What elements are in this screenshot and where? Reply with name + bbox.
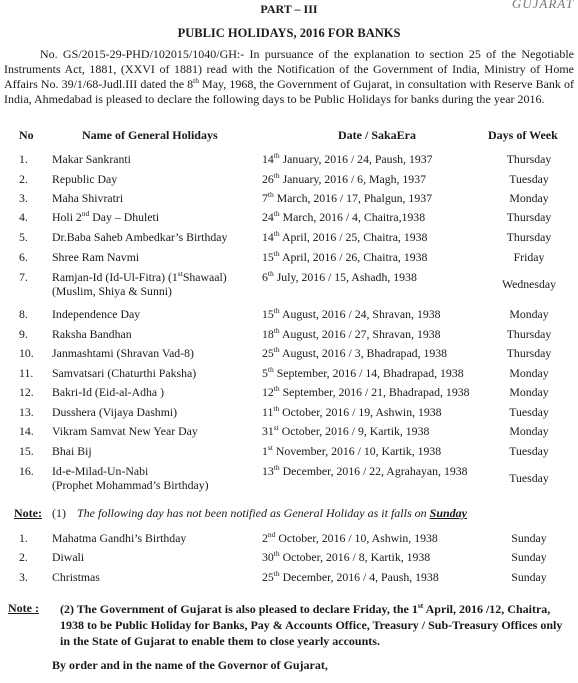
row-number: 7. — [19, 270, 28, 284]
holiday-name-text: Independence Day — [52, 307, 141, 321]
date-sup: nd — [267, 530, 276, 540]
holiday-date — [262, 172, 494, 186]
date-day: 25 — [262, 346, 274, 360]
row-number: 1. — [19, 531, 28, 545]
date-day: 15 — [262, 250, 274, 264]
date-sup: th — [273, 249, 280, 259]
row-number: 14. — [19, 424, 34, 438]
holiday-name-text: Dr.Baba Saheb Ambedkar’s Birthday — [52, 230, 228, 244]
date-day: 30 — [262, 550, 274, 564]
date-rest: September, 2016 / 21, Bhadrapad, 1938 — [279, 385, 470, 399]
day-of-week: Thursday — [506, 210, 552, 224]
row-number: 9. — [19, 327, 28, 341]
holiday-name-text-b: Shawaal) — [182, 270, 227, 284]
date-day: 2 — [262, 531, 268, 545]
day-of-week: Friday — [513, 250, 545, 264]
holiday-name-text: Dusshera (Vijaya Dashmi) — [52, 405, 178, 419]
day-of-week: Thursday — [506, 152, 552, 166]
header-date: Date / SakaEra — [338, 128, 416, 142]
note-one-number: (1) — [52, 506, 66, 520]
date-rest: January, 2016 / 24, Paush, 1937 — [279, 152, 433, 166]
date-sup: th — [273, 326, 280, 336]
date-sup: th — [273, 209, 280, 219]
holiday-name — [52, 191, 262, 205]
holiday-date — [262, 191, 494, 205]
holiday-name-text: Maha Shivratri — [52, 191, 124, 205]
date-day: 13 — [262, 464, 274, 478]
date-day: 18 — [262, 327, 274, 341]
holiday-date — [262, 307, 494, 321]
note-one-body: The following day has not been notified as General Holiday as it falls on — [77, 506, 430, 520]
date-rest: August, 2016 / 3, Bhadrapad, 1938 — [279, 346, 448, 360]
date-rest: April, 2016 / 26, Chaitra, 1938 — [279, 250, 428, 264]
date-rest: July, 2016 / 15, Ashadh, 1938 — [273, 270, 417, 284]
note-one-sunday: Sunday — [429, 506, 468, 520]
day-of-week: Sunday — [511, 531, 547, 545]
day-of-week: Wednesday — [501, 277, 557, 291]
day-of-week: Thursday — [506, 346, 552, 360]
date-day: 12 — [262, 385, 274, 399]
date-sup: th — [273, 229, 280, 239]
holiday-date — [262, 570, 494, 584]
row-number: 8. — [19, 307, 28, 321]
day-of-week: Tuesday — [509, 471, 549, 485]
day-of-week: Tuesday — [509, 405, 549, 419]
intro-sup: th — [193, 76, 199, 85]
holiday-name-text: Id-e-Milad-Un-Nabi — [52, 464, 149, 478]
day-of-week: Monday — [509, 307, 549, 321]
date-day: 31 — [262, 424, 274, 438]
intro-text-b: May, 1968, the Government of Gujarat, in consultation with Reserve Bank of India, Ahmedabad is pleased to declare the following days to be Public Holidays for banks during the year 2016. — [4, 77, 574, 106]
date-rest: October, 2016 / 8, Kartik, 1938 — [279, 550, 431, 564]
date-day: 1 — [262, 444, 268, 458]
row-number: 16. — [19, 464, 34, 478]
holiday-name — [52, 385, 262, 399]
holiday-name-text: Ramjan-Id (Id-Ul-Fitra) (1 — [52, 270, 178, 284]
note-two-sup: st — [417, 601, 424, 610]
holiday-name-text: Diwali — [52, 550, 85, 564]
date-rest: August, 2016 / 24, Shravan, 1938 — [279, 307, 441, 321]
holiday-date — [262, 444, 494, 458]
date-day: 25 — [262, 570, 274, 584]
date-day: 24 — [262, 210, 274, 224]
holiday-name — [52, 405, 262, 419]
row-number: 3. — [19, 570, 28, 584]
header-dow: Days of Week — [488, 128, 558, 142]
stamp-text: GUJARAT — [511, 0, 574, 11]
note-two-text-a: (2) The Government of Gujarat is also pleased to declare Friday, the 1 — [60, 602, 418, 616]
footer-line: By order and in the name of the Governor of Gujarat, — [52, 658, 328, 672]
holiday-name-line2: (Muslim, Shiya & Sunni) — [52, 284, 172, 298]
holiday-date — [262, 230, 494, 244]
date-rest: October, 2016 / 19, Ashwin, 1938 — [279, 405, 442, 419]
intro-text-a: No. GS/2015-29-PHD/102015/1040/GH:- In pursuance of the explanation to section 25 of the Negotiable Instruments Act, 1881, (XXVI of 1881) read with the Notification of the Government of India, Ministry of Home Affairs No. 39/1/68-Judl.III dated the 8 — [4, 47, 574, 91]
note-one-label: Note: — [14, 506, 42, 520]
holiday-name-text: Bhai Bij — [52, 444, 92, 458]
date-sup: th — [273, 345, 280, 355]
date-rest: October, 2016 / 9, Kartik, 1938 — [278, 424, 430, 438]
holiday-name — [52, 346, 262, 360]
holiday-date — [262, 270, 494, 284]
holiday-name — [52, 230, 262, 244]
day-of-week: Tuesday — [509, 444, 549, 458]
date-sup: th — [273, 384, 280, 394]
day-of-week: Thursday — [506, 230, 552, 244]
date-rest: January, 2016 / 6, Magh, 1937 — [279, 172, 426, 186]
holiday-name-line2: (Prophet Mohammad’s Birthday) — [52, 478, 209, 492]
holiday-name-text: Bakri-Id (Eid-al-Adha ) — [52, 385, 165, 399]
holiday-name — [52, 327, 262, 341]
day-of-week: Sunday — [511, 570, 547, 584]
holiday-name — [52, 570, 262, 584]
note-two-text — [60, 601, 570, 649]
date-rest: December, 2016 / 4, Paush, 1938 — [279, 570, 439, 584]
row-number: 2. — [19, 172, 28, 186]
date-sup: th — [267, 190, 274, 200]
date-sup: th — [267, 365, 274, 375]
date-sup: th — [273, 306, 280, 316]
day-of-week: Thursday — [506, 327, 552, 341]
holiday-name-text: Holi 2 — [52, 210, 82, 224]
holiday-name-sup: nd — [81, 209, 90, 219]
holiday-name-text: Vikram Samvat New Year Day — [52, 424, 198, 438]
date-sup: th — [273, 549, 280, 559]
holiday-name-text: Republic Day — [52, 172, 118, 186]
row-number: 1. — [19, 152, 28, 166]
note-two-text-b: April, 2016 /12, Chaitra, 1938 to be Public Holiday for Banks, Pay & Accounts Office, Treasury / Sub-Treasury Offices only in the State of Gujarat to enable them to close yearly accounts. — [60, 602, 563, 648]
holiday-name — [52, 250, 262, 264]
holiday-date — [262, 385, 494, 399]
date-rest: March, 2016 / 4, Chaitra,1938 — [279, 210, 426, 224]
date-sup: th — [273, 463, 280, 473]
holiday-name — [52, 307, 262, 321]
date-sup: st — [267, 443, 273, 453]
holiday-date — [262, 327, 494, 341]
day-of-week: Monday — [509, 385, 549, 399]
page-title: PUBLIC HOLIDAYS, 2016 FOR BANKS — [177, 26, 401, 40]
date-sup: th — [273, 404, 280, 414]
note-one-text — [77, 506, 467, 521]
day-of-week: Monday — [509, 366, 549, 380]
row-number: 13. — [19, 405, 34, 419]
date-rest: April, 2016 / 25, Chaitra, 1938 — [279, 230, 428, 244]
part-heading: PART – III — [260, 2, 318, 16]
date-day: 14 — [262, 152, 274, 166]
row-number: 12. — [19, 385, 34, 399]
row-number: 5. — [19, 230, 28, 244]
holiday-date — [262, 366, 494, 380]
day-of-week: Monday — [509, 424, 549, 438]
row-number: 6. — [19, 250, 28, 264]
date-rest: September, 2016 / 14, Bhadrapad, 1938 — [273, 366, 464, 380]
note-two-label: Note : — [8, 601, 39, 615]
holiday-name — [52, 444, 262, 458]
date-day: 15 — [262, 307, 274, 321]
date-day: 5 — [262, 366, 268, 380]
date-day: 26 — [262, 172, 274, 186]
holiday-name-text: Christmas — [52, 570, 100, 584]
date-rest: October, 2016 / 10, Ashwin, 1938 — [275, 531, 438, 545]
holiday-name-text: Mahatma Gandhi’s Birthday — [52, 531, 187, 545]
date-day: 14 — [262, 230, 274, 244]
holiday-date — [262, 250, 494, 264]
header-no: No — [19, 128, 34, 142]
date-rest: March, 2016 / 17, Phalgun, 1937 — [273, 191, 433, 205]
holiday-date — [262, 424, 494, 438]
holiday-date — [262, 210, 494, 224]
holiday-name-sup: st — [177, 269, 183, 279]
row-number: 11. — [19, 366, 34, 380]
row-number: 3. — [19, 191, 28, 205]
date-rest: November, 2016 / 10, Kartik, 1938 — [272, 444, 442, 458]
holiday-date — [262, 550, 494, 564]
date-rest: August, 2016 / 27, Shravan, 1938 — [279, 327, 441, 341]
holiday-name — [52, 172, 262, 186]
holiday-name-text: Makar Sankranti — [52, 152, 131, 166]
holiday-name — [52, 366, 262, 380]
holiday-name — [52, 531, 262, 545]
holiday-name — [52, 550, 262, 564]
day-of-week: Tuesday — [509, 172, 549, 186]
row-number: 4. — [19, 210, 28, 224]
day-of-week: Sunday — [511, 550, 547, 564]
row-number: 10. — [19, 346, 34, 360]
date-rest: December, 2016 / 22, Agrahayan, 1938 — [279, 464, 468, 478]
row-number: 2. — [19, 550, 28, 564]
holiday-date — [262, 152, 494, 166]
holiday-name — [52, 152, 262, 166]
header-name: Name of General Holidays — [82, 128, 218, 142]
date-sup: st — [273, 423, 279, 433]
date-sup: th — [273, 171, 280, 181]
date-day: 6 — [262, 270, 268, 284]
date-day: 11 — [262, 405, 274, 419]
holiday-name-text: Janmashtami (Shravan Vad-8) — [52, 346, 194, 360]
holiday-name — [52, 464, 262, 492]
row-number: 15. — [19, 444, 34, 458]
holiday-name — [52, 210, 262, 224]
date-sup: th — [267, 269, 274, 279]
date-sup: th — [273, 151, 280, 161]
holiday-name-text: Samvatsari (Chaturthi Paksha) — [52, 366, 197, 380]
holiday-date — [262, 405, 494, 419]
holiday-name — [52, 270, 262, 298]
date-day: 7 — [262, 191, 268, 205]
holiday-name-text: Shree Ram Navmi — [52, 250, 140, 264]
holiday-date — [262, 346, 494, 360]
holiday-date — [262, 531, 494, 545]
holiday-name — [52, 424, 262, 438]
holiday-name-text-b: Day – Dhuleti — [89, 210, 160, 224]
date-sup: th — [273, 569, 280, 579]
holiday-date — [262, 464, 494, 478]
holiday-name-text: Raksha Bandhan — [52, 327, 132, 341]
intro-paragraph — [4, 47, 574, 107]
day-of-week: Monday — [509, 191, 549, 205]
